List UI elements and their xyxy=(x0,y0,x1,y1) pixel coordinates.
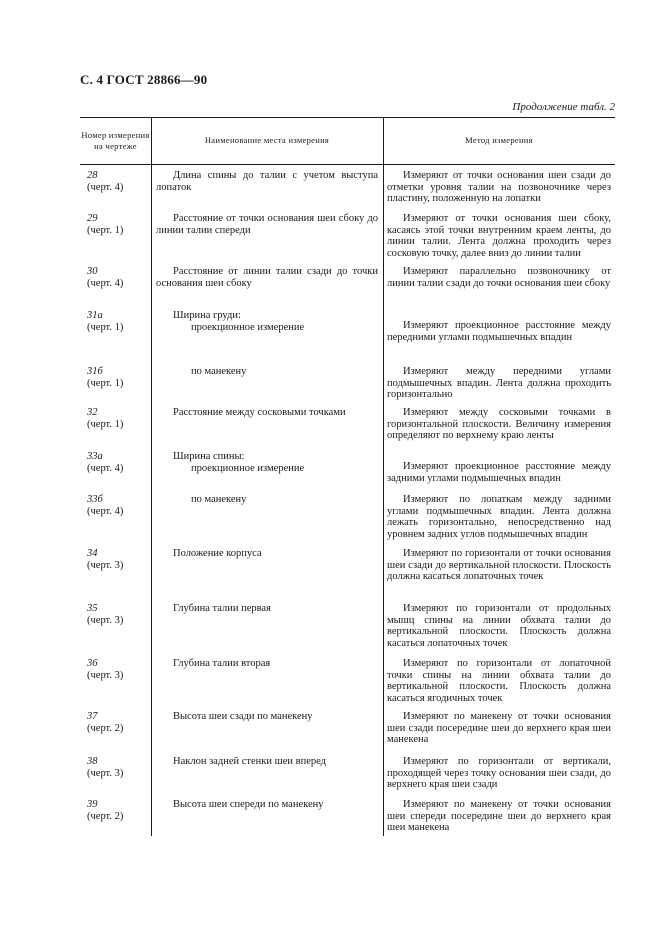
measurement-method-cell: Измеряют между сосковыми точками в горизонтальной плоскости. Величину измерения определяют по верхнему краю ленты xyxy=(387,407,611,441)
measurement-method-cell: Измеряют от точки основания шеи сзади до отметки уровня талии на позвоночнике через пластину, положенную на лопатки xyxy=(387,170,611,204)
column-divider-2 xyxy=(383,117,384,836)
drawing-reference: (черт. 3) xyxy=(87,767,124,779)
column-divider-1 xyxy=(151,117,152,836)
measurement-name-cell xyxy=(156,451,378,474)
measurement-subname: проекционное измерение xyxy=(191,462,305,474)
measurement-method-cell: Измеряют по горизонтали от точки основания шеи сзади до вертикальной плоскости. Плоскость должна касаться лопаточных точек xyxy=(387,548,611,582)
drawing-reference: (черт. 1) xyxy=(87,321,124,333)
measurement-subname: проекционное измерение xyxy=(191,321,305,333)
drawing-reference: (черт. 1) xyxy=(87,224,124,236)
measurement-number: 28 xyxy=(87,170,98,181)
measurement-name: Ширина спины: xyxy=(173,451,245,462)
measurement-number: 31б xyxy=(87,366,103,377)
table-header-rule xyxy=(80,164,615,165)
measurement-method-cell: Измеряют по горизонтали от продольных мышц спины на линии обхвата талии до вертикальной плоскости. Плоскость должна касаться лопаточных точек xyxy=(387,603,611,649)
measurement-name: Наклон задней стенки шеи вперед xyxy=(173,756,326,767)
measurement-name-cell xyxy=(156,266,378,289)
measurement-method-cell: Измеряют по лопаткам между задними углами подмышечных впадин. Лента должна лежать горизонтально, непосредственно над уровнем задних углов подмышечных впадин xyxy=(387,494,611,540)
drawing-reference: (черт. 3) xyxy=(87,669,124,681)
measurement-number: 30 xyxy=(87,266,98,277)
drawing-reference: (черт. 2) xyxy=(87,722,124,734)
measurement-name-cell xyxy=(156,711,378,723)
measurement-number: 33б xyxy=(87,494,103,505)
drawing-reference: (черт. 1) xyxy=(87,418,124,430)
measurement-method-cell: Измеряют параллельно позвоночнику от линии талии сзади до точки основания шеи сбоку xyxy=(387,266,611,289)
measurement-method-cell: Измеряют проекционное расстояние между передними углами подмышечных впадин xyxy=(387,320,611,343)
measurement-name: Высота шеи спереди по манекену xyxy=(173,799,324,810)
measurement-name: Расстояние от точки основания шеи сбоку до линии талии спереди xyxy=(156,213,378,236)
drawing-reference: (черт. 3) xyxy=(87,559,124,571)
measurement-method-cell: Измеряют по манекену от точки основания шеи спереди посередине шеи до верхнего края шеи манекена xyxy=(387,799,611,833)
column-header-name: Наименование места измерения xyxy=(204,135,330,145)
measurement-name-cell xyxy=(156,756,378,768)
measurement-number-cell xyxy=(87,266,149,289)
measurement-number: 37 xyxy=(87,711,98,722)
page-header: С. 4 ГОСТ 28866—90 xyxy=(80,72,208,87)
measurement-name-cell xyxy=(156,213,378,236)
measurement-method-cell: Измеряют проекционное расстояние между задними углами подмышечных впадин xyxy=(387,461,611,484)
measurement-name: Положение корпуса xyxy=(173,548,262,559)
measurement-name: Глубина талии первая xyxy=(173,603,271,614)
measurement-name-cell xyxy=(156,170,378,193)
measurement-subname: по манекену xyxy=(191,494,247,505)
measurement-name: Ширина груди: xyxy=(173,310,241,321)
measurement-number-cell xyxy=(87,310,149,333)
measurement-name-cell xyxy=(156,548,378,560)
measurement-number-cell xyxy=(87,407,149,430)
measurement-name-cell xyxy=(156,658,378,670)
drawing-reference: (черт. 4) xyxy=(87,462,124,474)
measurement-number: 35 xyxy=(87,603,98,614)
column-header-number: Номер измерения на чертеже xyxy=(81,129,150,151)
measurement-number-cell xyxy=(87,170,149,193)
measurement-method-cell: Измеряют от точки основания шеи сбоку, касаясь этой точки внутренним краем ленты, до линии талии. Лента должна проходить через сосковую точку, далее вниз до линии талии xyxy=(387,213,611,259)
measurement-number-cell xyxy=(87,494,149,517)
measurement-method-cell: Измеряют по манекену от точки основания шеи сзади посередине шеи до верхнего края шеи манекена xyxy=(387,711,611,745)
measurement-name: Глубина талии вторая xyxy=(173,658,271,669)
measurement-number-cell xyxy=(87,603,149,626)
measurement-method-cell: Измеряют по горизонтали от лопаточной точки спины на линии обхвата талии до вертикальной плоскости. Плоскость должна касаться ягодичных точек xyxy=(387,658,611,704)
measurement-number: 34 xyxy=(87,548,98,559)
measurement-name-cell xyxy=(156,799,378,811)
measurement-number-cell xyxy=(87,548,149,571)
drawing-reference: (черт. 4) xyxy=(87,277,124,289)
measurement-name-cell xyxy=(156,366,378,378)
measurement-number: 36 xyxy=(87,658,98,669)
measurement-name: Длина спины до талии с учетом выступа лопаток xyxy=(156,170,378,193)
measurement-number: 39 xyxy=(87,799,98,810)
measurement-name-cell xyxy=(156,310,378,333)
measurement-method-cell: Измеряют между передними углами подмышечных впадин. Лента должна проходить горизонтально xyxy=(387,366,611,400)
measurement-name-cell xyxy=(156,603,378,615)
measurement-method-cell: Измеряют по горизонтали от вертикали, проходящей через точку основания шеи сзади, до верхнего края шеи сзади xyxy=(387,756,611,790)
measurement-subname: по манекену xyxy=(191,366,247,377)
measurement-name-cell xyxy=(156,494,378,506)
measurement-number: 29 xyxy=(87,213,98,224)
measurement-name-cell xyxy=(156,407,378,419)
measurement-name: Расстояние между сосковыми точками xyxy=(173,407,346,418)
measurement-number-cell xyxy=(87,711,149,734)
measurement-number-cell xyxy=(87,366,149,389)
measurement-number: 33а xyxy=(87,451,103,462)
table-continuation-label: Продолжение табл. 2 xyxy=(512,101,615,113)
drawing-reference: (черт. 1) xyxy=(87,377,124,389)
measurement-number-cell xyxy=(87,658,149,681)
measurement-name: Высота шеи сзади по манекену xyxy=(173,711,313,722)
measurement-number-cell xyxy=(87,756,149,779)
measurement-number-cell xyxy=(87,213,149,236)
drawing-reference: (черт. 3) xyxy=(87,614,124,626)
measurement-number-cell xyxy=(87,799,149,822)
drawing-reference: (черт. 4) xyxy=(87,505,124,517)
drawing-reference: (черт. 2) xyxy=(87,810,124,822)
measurement-number: 38 xyxy=(87,756,98,767)
measurement-number: 31а xyxy=(87,310,103,321)
measurement-name: Расстояние от линии талии сзади до точки основания шеи сбоку xyxy=(156,266,378,289)
measurement-number: 32 xyxy=(87,407,98,418)
column-header-method: Метод измерения xyxy=(465,135,533,145)
measurement-number-cell xyxy=(87,451,149,474)
drawing-reference: (черт. 4) xyxy=(87,181,124,193)
